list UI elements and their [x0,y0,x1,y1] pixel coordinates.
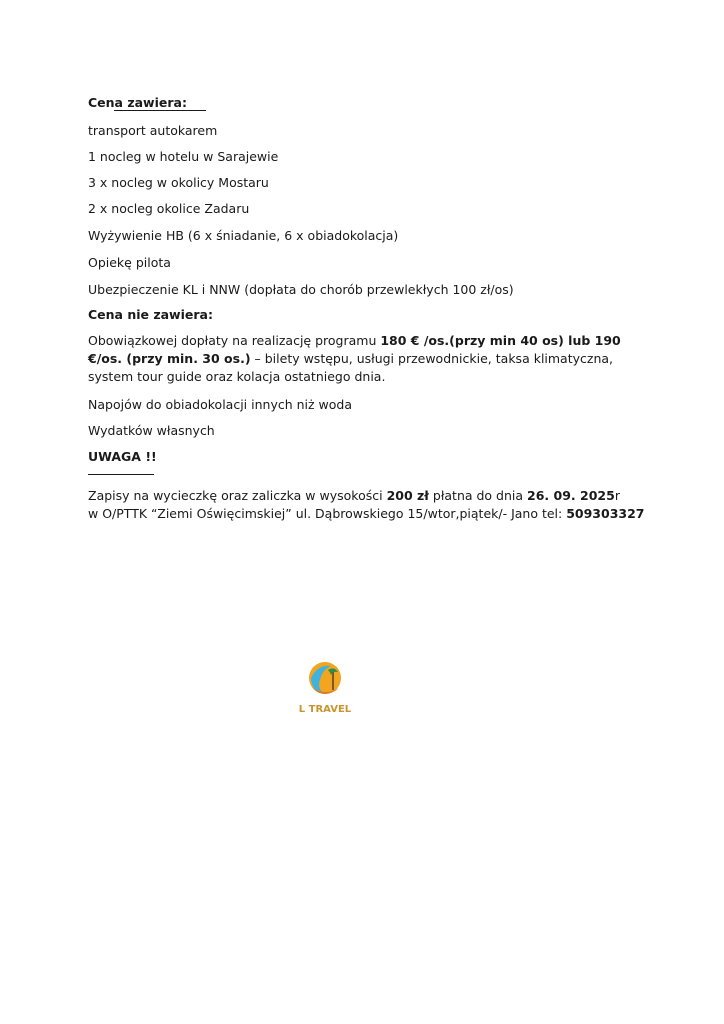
mandatory-fee-price: 180 € /os.(przy min 40 os) lub 190 €/os. (przy min. 30 os.) [88,333,621,366]
deadline-date: 26. 09. 2025 [527,488,615,503]
heading-underline [114,110,206,111]
notice-underline [88,474,154,475]
notice-text: płatna do dnia [428,488,528,503]
mandatory-fee-text: Obowiązkowej dopłaty na realizację programu [88,333,381,348]
notice-text: r [614,488,620,503]
phone-number: 509303327 [566,506,645,521]
include-item: Opiekę pilota [88,255,171,270]
include-item: Wyżywienie HB (6 x śniadanie, 6 x obiadokolacja) [88,228,399,243]
include-item: 3 x nocleg w okolicy Mostaru [88,175,269,190]
include-item: transport autokarem [88,123,218,138]
includes-heading: Cena zawiera: [88,95,187,110]
notice-heading: UWAGA !! [88,449,157,464]
mandatory-fee-paragraph [88,332,628,386]
excludes-heading: Cena nie zawiera: [88,307,213,322]
include-item: 1 nocleg w hotelu w Sarajewie [88,149,279,164]
logo-text: L TRAVEL [298,704,352,715]
l-travel-logo-icon [284,656,366,716]
mandatory-fee-details: – bilety wstępu, usługi przewodnickie, taksa klimatyczna, system tour guide oraz kolacja ostatniego dnia. [88,351,614,384]
l-travel-logo [284,656,366,716]
notice-paragraph [88,487,648,523]
exclude-item: Napojów do obiadokolacji innych niż woda [88,397,353,412]
exclude-item: Wydatków własnych [88,423,215,438]
contact-text: w O/PTTK “Ziemi Oświęcimskiej” ul. Dąbrowskiego 15/wtor,piątek/- Jano tel: [88,506,567,521]
notice-text: Zapisy na wycieczkę oraz zaliczka w wysokości [88,488,387,503]
include-item: Ubezpieczenie KL i NNW (dopłata do chorób przewlekłych 100 zł/os) [88,282,514,297]
deposit-amount: 200 zł [386,488,429,503]
include-item: 2 x nocleg okolice Zadaru [88,201,250,216]
